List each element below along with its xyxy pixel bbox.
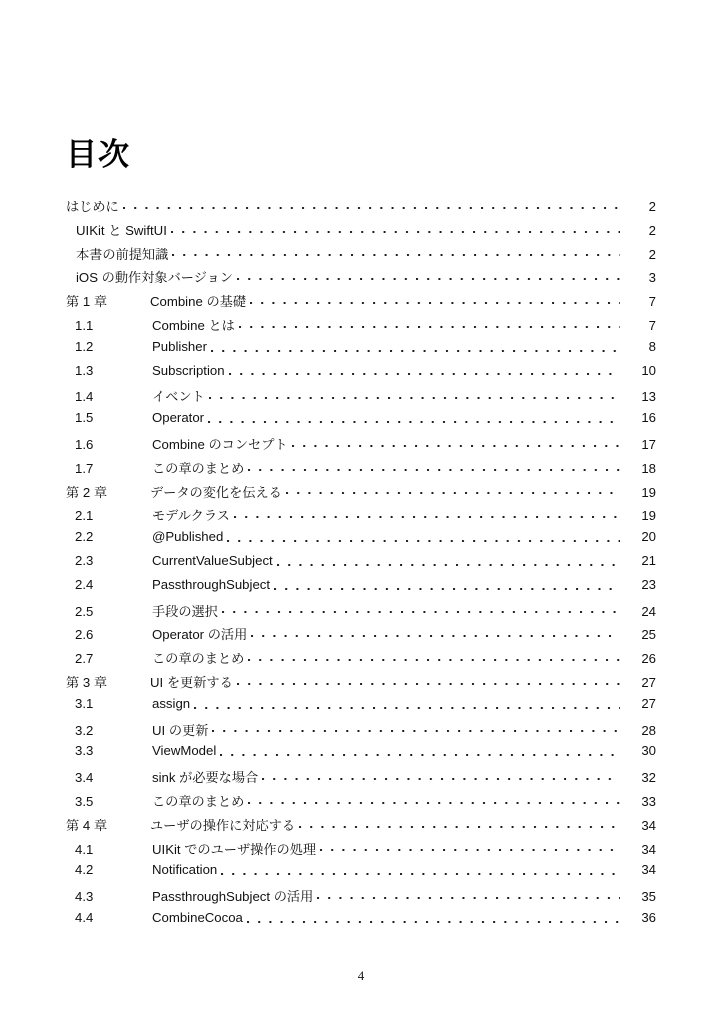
toc-entry-label: 第 2 章 bbox=[66, 484, 108, 500]
toc-entry-label: 1.4 bbox=[75, 389, 94, 405]
dot-leader bbox=[251, 630, 620, 643]
dot-leader bbox=[248, 463, 620, 476]
toc-entry-page-number: 23 bbox=[641, 576, 656, 592]
toc-entry-label: 3.1 bbox=[75, 695, 94, 711]
dot-leader bbox=[221, 868, 620, 881]
toc-entry-title: Combine の基礎 bbox=[150, 294, 247, 310]
dot-leader bbox=[237, 677, 620, 690]
toc-entry[interactable] bbox=[66, 791, 656, 815]
dot-leader bbox=[262, 773, 620, 786]
dot-leader bbox=[239, 320, 620, 333]
toc-entry[interactable] bbox=[66, 839, 656, 863]
dot-leader bbox=[299, 820, 620, 833]
toc-entry[interactable] bbox=[66, 743, 656, 767]
toc-entry[interactable] bbox=[66, 601, 656, 625]
dot-leader bbox=[234, 511, 620, 524]
toc-entry-label: 1.7 bbox=[75, 460, 94, 476]
toc-entry-page-number: 19 bbox=[641, 484, 656, 500]
toc-entry-page-number: 16 bbox=[641, 410, 656, 426]
toc-entry[interactable] bbox=[66, 624, 656, 648]
toc-entry-page-number: 7 bbox=[648, 317, 656, 333]
toc-entry-title: CurrentValueSubject bbox=[152, 552, 273, 568]
dot-leader bbox=[222, 606, 620, 619]
toc-entry-page-number: 25 bbox=[641, 627, 656, 643]
toc-entry-title: ユーザの操作に対応する bbox=[150, 817, 296, 833]
toc-entry-page-number: 21 bbox=[641, 552, 656, 568]
toc-entry-title: @Published bbox=[152, 529, 224, 545]
dot-leader bbox=[292, 439, 620, 452]
dot-leader bbox=[317, 892, 620, 905]
toc-entry-title: この章のまとめ bbox=[152, 651, 245, 667]
toc-entry-title: 本書の前提知識 bbox=[76, 246, 169, 262]
toc-entry-page-number: 24 bbox=[641, 603, 656, 619]
toc-entry[interactable] bbox=[66, 767, 656, 791]
toc-entry[interactable] bbox=[66, 220, 656, 244]
toc-entry-title: UIKit と SwiftUI bbox=[76, 222, 167, 238]
toc-entry-page-number: 18 bbox=[641, 460, 656, 476]
toc-entry-list bbox=[66, 196, 656, 934]
toc-entry[interactable] bbox=[66, 672, 656, 696]
toc-entry-page-number: 30 bbox=[641, 743, 656, 759]
toc-entry[interactable] bbox=[66, 244, 656, 268]
toc-entry-title: 手段の選択 bbox=[152, 603, 218, 619]
toc-entry-label: 2.4 bbox=[75, 576, 94, 592]
toc-entry-page-number: 17 bbox=[641, 436, 656, 452]
dot-leader bbox=[208, 416, 620, 429]
toc-entry-page-number: 34 bbox=[641, 817, 656, 833]
dot-leader bbox=[220, 749, 620, 762]
toc-entry-title: この章のまとめ bbox=[152, 793, 245, 809]
toc-entry[interactable] bbox=[66, 291, 656, 315]
toc-entry-page-number: 2 bbox=[648, 246, 656, 262]
toc-entry[interactable] bbox=[66, 363, 656, 387]
toc-entry-page-number: 3 bbox=[648, 270, 656, 286]
dot-leader bbox=[209, 392, 620, 405]
toc-entry-label: 3.3 bbox=[75, 743, 94, 759]
footer-page-number: 4 bbox=[357, 968, 365, 983]
toc-entry-title: iOS の動作対象バージョン bbox=[76, 270, 233, 286]
toc-entry-title: Publisher bbox=[152, 338, 207, 354]
dot-leader bbox=[194, 701, 620, 714]
toc-entry-page-number: 28 bbox=[641, 722, 656, 738]
toc-entry-title: ViewModel bbox=[152, 743, 217, 759]
toc-entry-title: この章のまとめ bbox=[152, 460, 245, 476]
toc-entry-page-number: 2 bbox=[648, 222, 656, 238]
toc-entry-page-number: 7 bbox=[648, 294, 656, 310]
toc-entry[interactable] bbox=[66, 410, 656, 434]
dot-leader bbox=[274, 582, 620, 595]
toc-entry-label: 1.6 bbox=[75, 436, 94, 452]
toc-entry-title: UI を更新する bbox=[150, 674, 233, 690]
dot-leader bbox=[227, 535, 620, 548]
toc-entry-title: Notification bbox=[152, 862, 218, 878]
toc-entry[interactable] bbox=[66, 458, 656, 482]
toc-entry[interactable] bbox=[66, 505, 656, 529]
toc-entry-title: assign bbox=[152, 695, 191, 711]
page-title: 目次 bbox=[66, 136, 130, 172]
toc-entry-page-number: 32 bbox=[641, 770, 656, 786]
toc-entry[interactable] bbox=[66, 267, 656, 291]
toc-entry-page-number: 34 bbox=[641, 841, 656, 857]
dot-leader bbox=[211, 344, 620, 357]
toc-entry-label: 4.2 bbox=[75, 862, 94, 878]
toc-entry[interactable] bbox=[66, 720, 656, 744]
toc-entry-label: 1.3 bbox=[75, 362, 94, 378]
toc-entry-page-number: 27 bbox=[641, 695, 656, 711]
toc-entry-label: 第 4 章 bbox=[66, 817, 108, 833]
dot-leader bbox=[247, 915, 620, 928]
toc-entry-label: 1.2 bbox=[75, 338, 94, 354]
toc-entry-title: イベント bbox=[152, 389, 205, 405]
toc-entry-label: 2.5 bbox=[75, 603, 94, 619]
toc-entry-page-number: 33 bbox=[641, 793, 656, 809]
toc-entry[interactable] bbox=[66, 815, 656, 839]
toc-entry-label: 3.2 bbox=[75, 722, 94, 738]
toc-entry-page-number: 10 bbox=[641, 362, 656, 378]
toc-entry-page-number: 2 bbox=[648, 199, 656, 214]
toc-entry-title: Combine のコンセプト bbox=[152, 436, 288, 452]
toc-entry-title: データの変化を伝える bbox=[150, 484, 282, 500]
toc-entry[interactable] bbox=[66, 434, 656, 458]
toc-entry-label: 第 3 章 bbox=[66, 674, 108, 690]
toc-entry[interactable] bbox=[66, 315, 656, 339]
toc-entry[interactable] bbox=[66, 577, 656, 601]
toc-entry-page-number: 19 bbox=[641, 508, 656, 524]
toc-entry[interactable] bbox=[66, 862, 656, 886]
dot-leader bbox=[229, 368, 620, 381]
toc-entry-title: sink が必要な場合 bbox=[152, 770, 259, 786]
toc-entry[interactable] bbox=[66, 196, 656, 220]
toc-entry[interactable] bbox=[66, 648, 656, 672]
toc-entry-title: はじめに bbox=[66, 199, 119, 214]
toc-entry-label: 1.5 bbox=[75, 410, 94, 426]
toc-entry[interactable] bbox=[66, 886, 656, 910]
toc-entry-page-number: 8 bbox=[648, 338, 656, 354]
toc-entry[interactable] bbox=[66, 910, 656, 934]
toc-entry[interactable] bbox=[66, 696, 656, 720]
dot-leader bbox=[277, 558, 620, 571]
dot-leader bbox=[320, 844, 620, 857]
dot-leader bbox=[172, 249, 620, 262]
toc-entry-title: Combine とは bbox=[152, 317, 235, 333]
toc-entry-label: 3.4 bbox=[75, 770, 94, 786]
toc-entry-page-number: 26 bbox=[641, 651, 656, 667]
toc-entry[interactable] bbox=[66, 386, 656, 410]
toc-entry-page-number: 27 bbox=[641, 674, 656, 690]
toc-entry-title: Subscription bbox=[152, 362, 225, 378]
dot-leader bbox=[248, 796, 620, 809]
toc-entry-title: UI の更新 bbox=[152, 722, 209, 738]
toc-entry-label: 1.1 bbox=[75, 317, 94, 333]
toc-entry-label: 第 1 章 bbox=[66, 294, 108, 310]
toc-entry-title: PassthroughSubject bbox=[152, 576, 271, 592]
dot-leader bbox=[250, 297, 620, 310]
toc-entry-label: 4.1 bbox=[75, 841, 94, 857]
toc-entry-page-number: 13 bbox=[641, 389, 656, 405]
toc-entry-label: 2.1 bbox=[75, 508, 94, 524]
toc-entry-label: 2.3 bbox=[75, 552, 94, 568]
dot-leader bbox=[171, 225, 620, 238]
toc-entry-title: UIKit でのユーザ操作の処理 bbox=[152, 841, 317, 857]
dot-leader bbox=[286, 487, 620, 500]
toc-entry[interactable] bbox=[66, 339, 656, 363]
toc-entry-label: 2.2 bbox=[75, 529, 94, 545]
toc-entry-label: 2.6 bbox=[75, 627, 94, 643]
toc-entry[interactable] bbox=[66, 529, 656, 553]
toc-entry[interactable] bbox=[66, 553, 656, 577]
dot-leader bbox=[212, 725, 620, 738]
toc-entry-label: 2.7 bbox=[75, 651, 94, 667]
dot-leader bbox=[237, 273, 620, 286]
toc-entry-page-number: 34 bbox=[641, 862, 656, 878]
toc-entry-page-number: 20 bbox=[641, 529, 656, 545]
toc-entry-label: 4.4 bbox=[75, 909, 94, 925]
toc-entry-title: モデルクラス bbox=[152, 508, 230, 524]
toc-entry-page-number: 35 bbox=[641, 889, 656, 905]
toc-entry-label: 4.3 bbox=[75, 889, 94, 905]
dot-leader bbox=[248, 654, 620, 667]
toc-entry-title: CombineCocoa bbox=[152, 909, 243, 925]
toc-entry-title: Operator の活用 bbox=[152, 627, 248, 643]
toc-entry-title: PassthroughSubject の活用 bbox=[152, 889, 314, 905]
toc-entry[interactable] bbox=[66, 482, 656, 506]
toc-entry-page-number: 36 bbox=[641, 909, 656, 925]
toc-entry-title: Operator bbox=[152, 410, 205, 426]
toc-entry-label: 3.5 bbox=[75, 793, 94, 809]
dot-leader bbox=[123, 201, 620, 214]
